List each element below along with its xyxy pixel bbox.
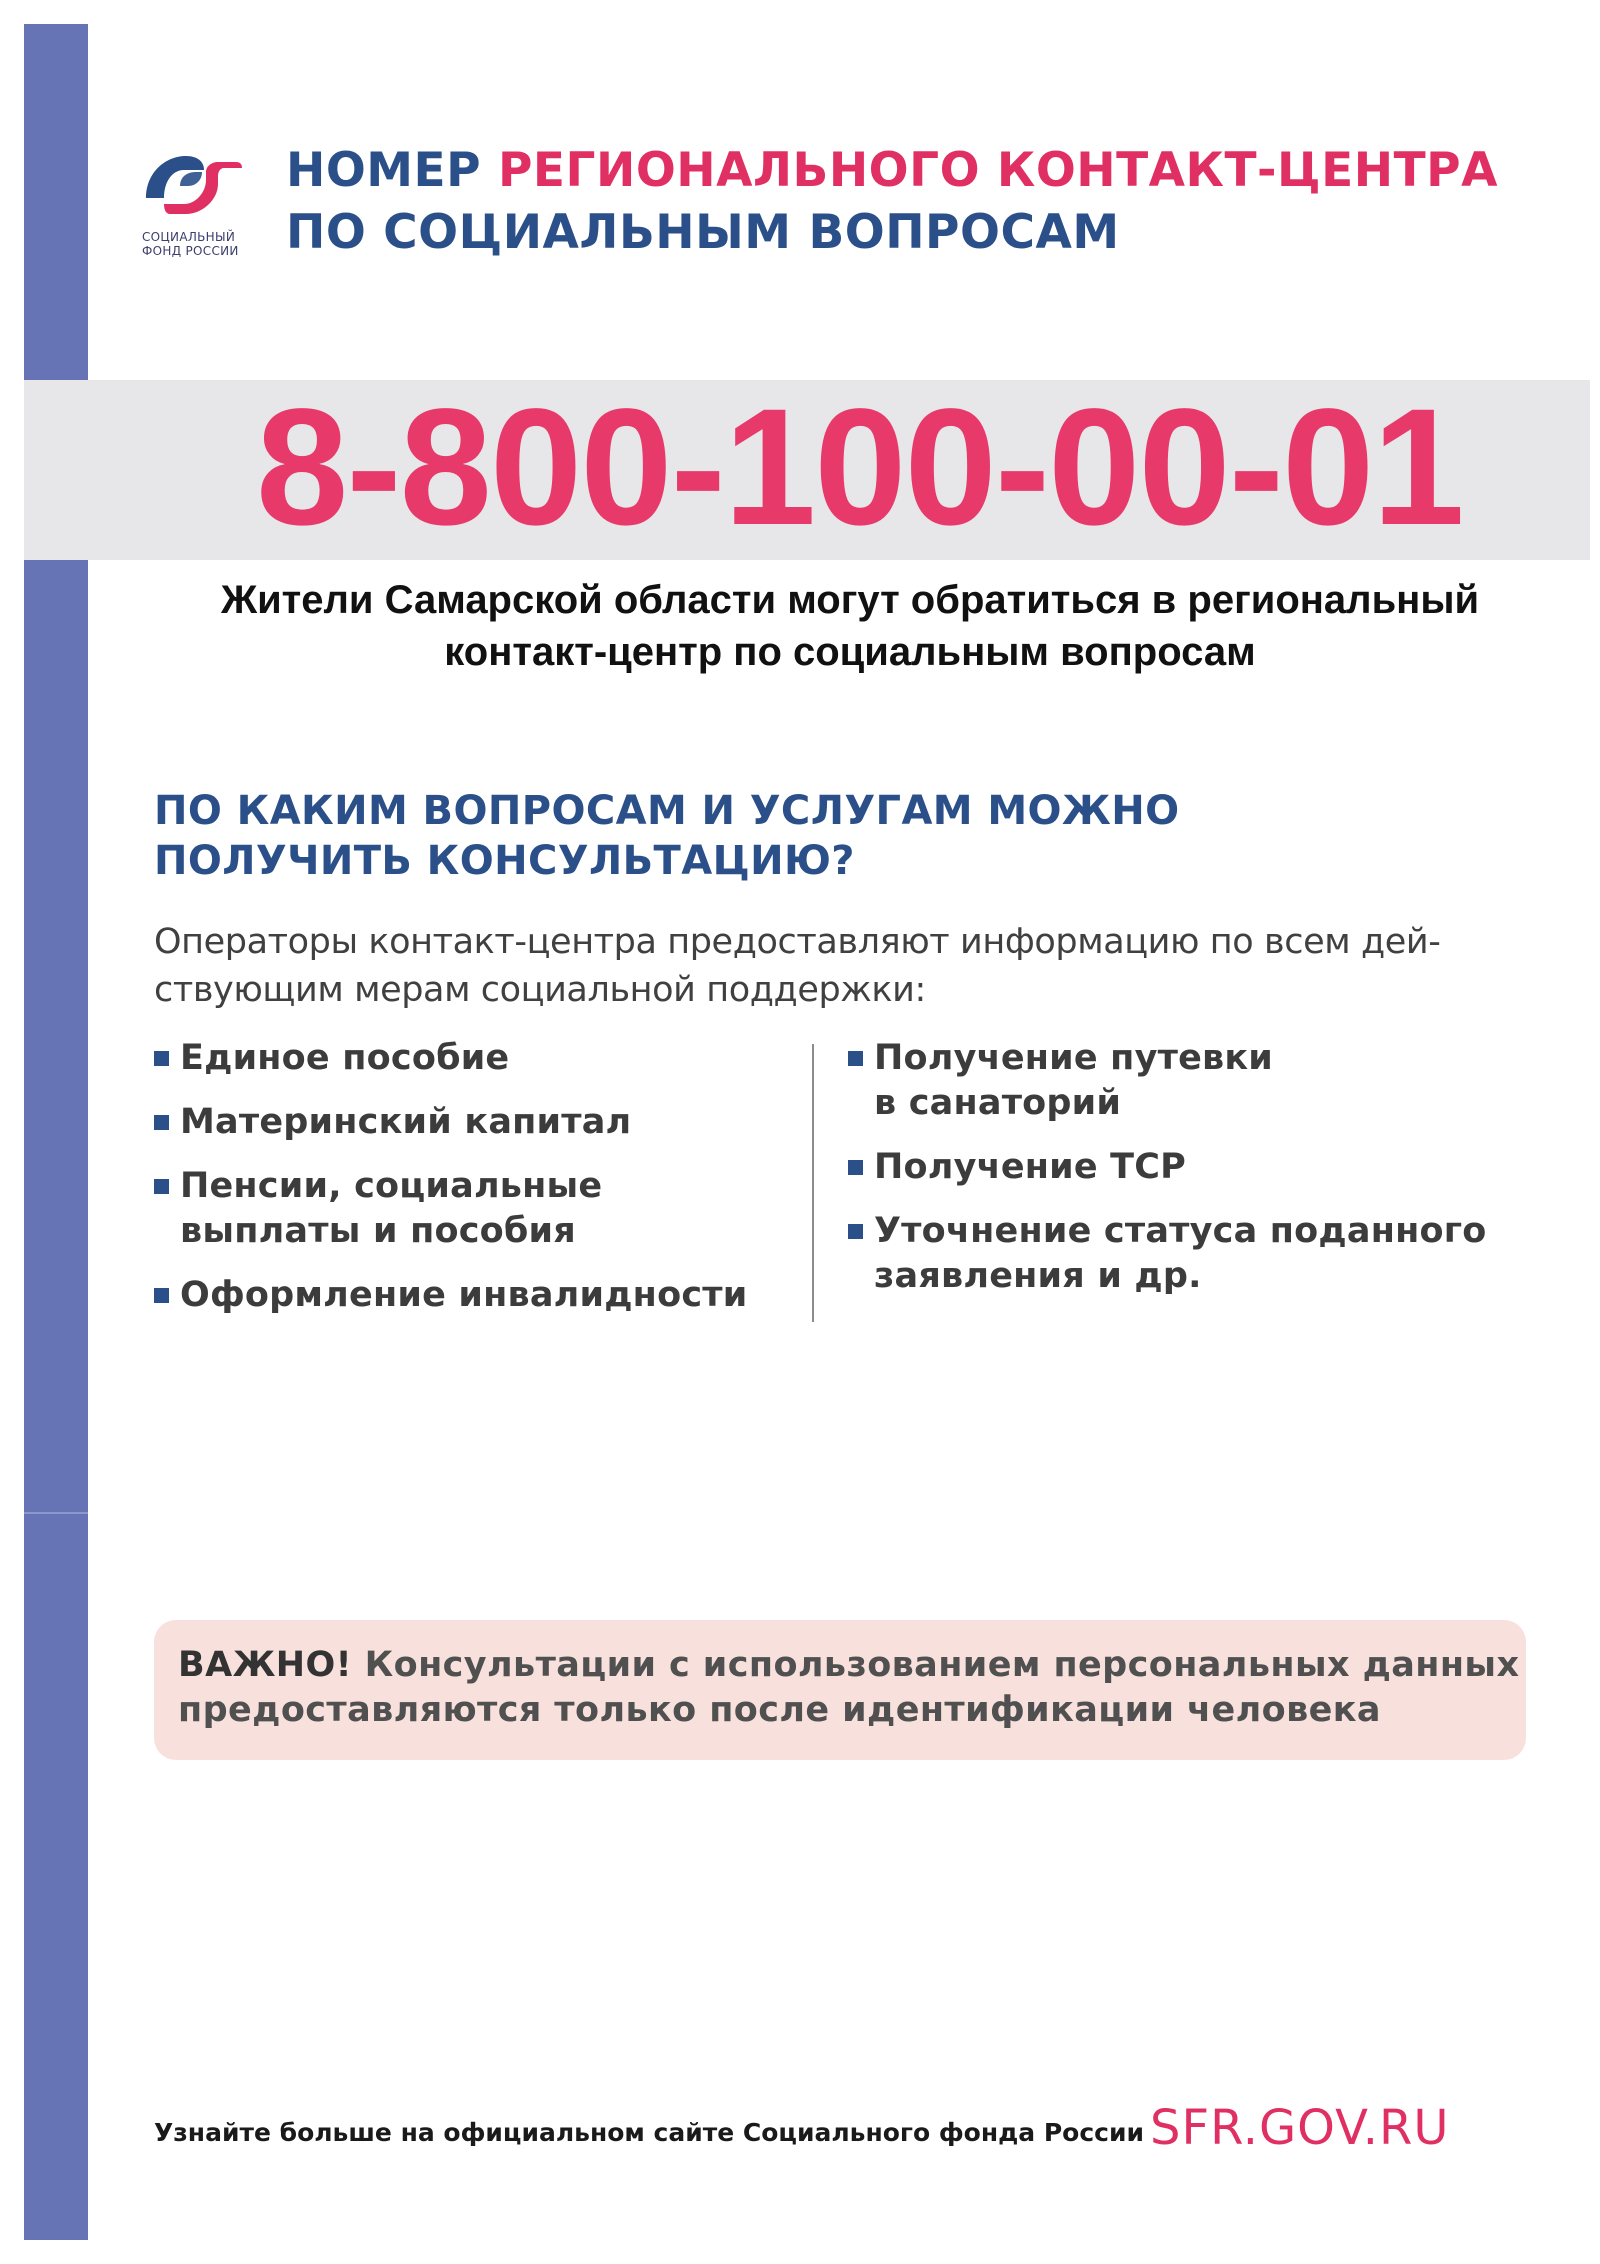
service-line2: выплаты и пособия xyxy=(180,1211,576,1251)
residents-line1: Жители Самарской области могут обратиться в региональный xyxy=(220,578,1480,622)
service-line1: Единое пособие xyxy=(180,1038,510,1078)
page-title-line2: ПО СОЦИАЛЬНЫМ ВОПРОСАМ xyxy=(286,205,1120,260)
bullet-square-icon xyxy=(848,1160,863,1175)
questions-heading-line1: ПО КАКИМ ВОПРОСАМ И УСЛУГАМ МОЖНО xyxy=(154,788,1180,834)
service-line1: Получение путевки xyxy=(874,1038,1274,1078)
service-line1: Оформление инвалидности xyxy=(180,1275,748,1315)
bullet-square-icon xyxy=(848,1224,863,1239)
notice-text xyxy=(178,1643,1558,1733)
footer-text: Узнайте больше на официальном сайте Социального фонда России xyxy=(154,2118,1145,2147)
sfr-logo-icon xyxy=(140,142,246,220)
residents-line2: контакт-центр по социальным вопросам xyxy=(444,630,1256,674)
list-item xyxy=(848,1145,1568,1190)
page-title-line1 xyxy=(286,140,1576,202)
list-item xyxy=(154,1164,794,1254)
services-list-left xyxy=(154,1036,794,1337)
title-accent: РЕГИОНАЛЬНОГО КОНТАКТ-ЦЕНТРА xyxy=(497,143,1498,198)
notice-line1 xyxy=(178,1643,1558,1688)
column-divider xyxy=(812,1044,814,1322)
service-line1: Материнский капитал xyxy=(180,1102,632,1142)
list-item xyxy=(154,1100,794,1145)
notice-text-line1: Консультации с использованием персональных данных xyxy=(352,1645,1520,1685)
side-bar-divider xyxy=(24,1512,88,1514)
services-list-right xyxy=(848,1036,1568,1318)
service-line1: Уточнение статуса поданного xyxy=(874,1211,1487,1251)
notice-label: ВАЖНО! xyxy=(178,1645,353,1685)
intro-line1: Операторы контакт-центра предоставляют информацию по всем дей- xyxy=(154,922,1441,962)
list-item xyxy=(154,1036,794,1081)
list-item xyxy=(154,1273,794,1318)
bullet-square-icon xyxy=(154,1115,169,1130)
service-line2: в санаторий xyxy=(874,1083,1122,1123)
service-line1: Получение ТСР xyxy=(874,1147,1186,1187)
service-line2: заявления и др. xyxy=(874,1256,1202,1296)
service-line1: Пенсии, социальные xyxy=(180,1166,603,1206)
phone-number[interactable]: 8-800-100-00-01 xyxy=(256,375,1463,560)
bullet-square-icon xyxy=(154,1179,169,1194)
bullet-square-icon xyxy=(154,1288,169,1303)
sfr-logo xyxy=(140,142,250,258)
list-item xyxy=(848,1209,1568,1299)
footer-site-link[interactable]: SFR.GOV.RU xyxy=(1150,2100,1450,2156)
title-part1: НОМЕР xyxy=(286,143,498,198)
intro-line2: ствующим мерам социальной поддержки: xyxy=(154,970,926,1010)
notice-line2: предоставляются только после идентификации человека xyxy=(178,1690,1381,1730)
intro-text xyxy=(154,918,1554,1014)
list-item xyxy=(848,1036,1568,1126)
bullet-square-icon xyxy=(848,1051,863,1066)
residents-text xyxy=(100,574,1600,678)
side-accent-bar xyxy=(24,24,88,2240)
bullet-square-icon xyxy=(154,1051,169,1066)
questions-heading xyxy=(154,786,1454,886)
page-title xyxy=(286,140,1576,264)
questions-heading-line2: ПОЛУЧИТЬ КОНСУЛЬТАЦИЮ? xyxy=(154,838,855,884)
logo-caption: СОЦИАЛЬНЫЙ ФОНД РОССИИ xyxy=(142,230,239,258)
